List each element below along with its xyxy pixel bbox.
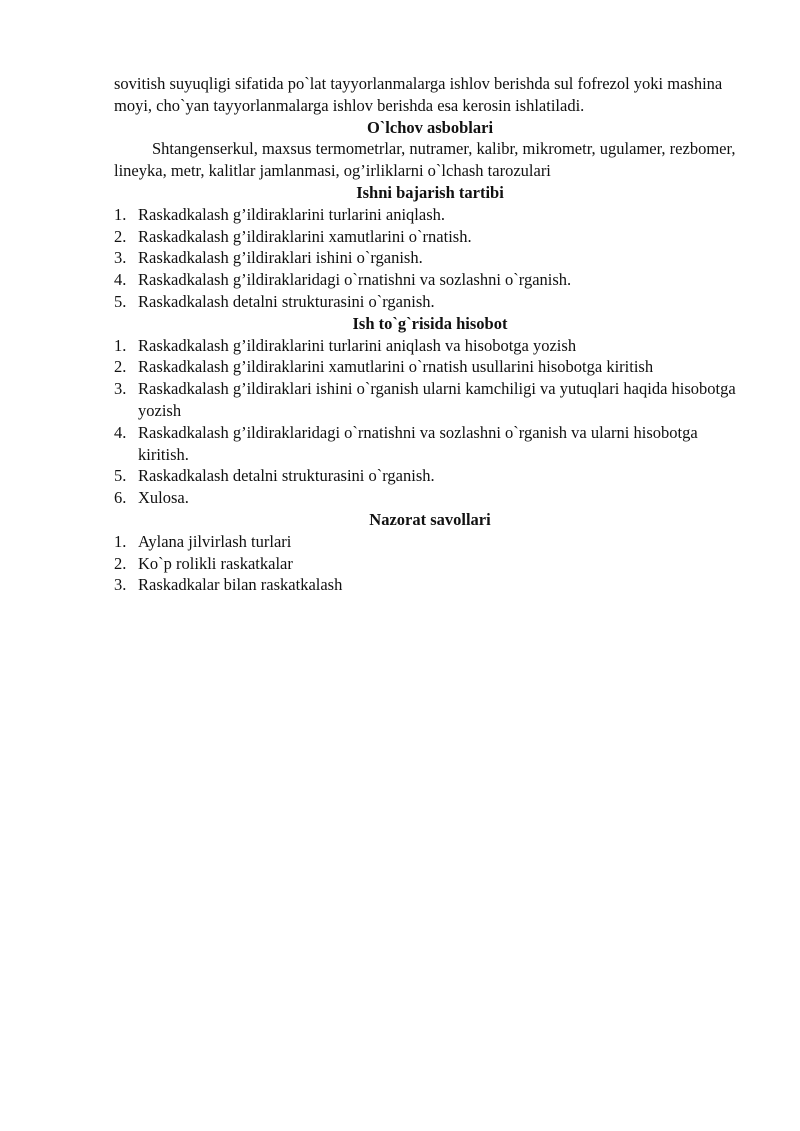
list-number: 3.	[114, 379, 127, 399]
control-questions-heading: Nazorat savollari	[369, 509, 491, 529]
list-item-text: Raskadkalash g’ildiraklarini xamutlarini o`rnatish usullarini hisobotga kiritish	[138, 357, 654, 377]
list-item-text: Raskadkalash g’ildiraklari ishini o`rganish.	[138, 248, 423, 268]
list-item-text: Raskadkalash g’ildiraklaridagi o`rnatishni va sozlashni o`rganish.	[138, 270, 572, 290]
procedure-list-item	[114, 247, 746, 269]
control-questions-list	[114, 531, 746, 596]
control-question-item	[114, 531, 746, 553]
list-number: 1.	[114, 531, 127, 551]
procedure-heading: Ishni bajarish tartibi	[356, 182, 504, 202]
procedure-list-item	[114, 291, 746, 313]
instruments-heading: O`lchov asboblari	[366, 117, 494, 137]
list-number: 1.	[114, 335, 127, 355]
list-number: 5.	[114, 291, 127, 311]
list-number: 4.	[114, 422, 127, 442]
list-item-text: Xulosa.	[138, 488, 189, 508]
procedure-list-item	[114, 226, 746, 248]
control-question-item	[114, 574, 746, 596]
report-list-item	[114, 356, 746, 378]
list-number: 2.	[114, 357, 127, 377]
procedure-list	[114, 204, 746, 313]
list-item-text: Raskadkalar bilan raskatkalash	[138, 575, 343, 595]
list-number: 5.	[114, 466, 127, 486]
procedure-list-item	[114, 269, 746, 291]
report-list-item	[114, 378, 746, 422]
list-number: 6.	[114, 488, 127, 508]
list-item-text: Ko`p rolikli raskatkalar	[138, 553, 293, 573]
instruments-paragraph: Shtangenserkul, maxsus termometrlar, nutramer, kalibr, mikrometr, ugulamer, rezbomer, lineyka, metr, kalitlar jamlanmasi, og’irliklarni o`lchash tarozulari	[114, 139, 736, 181]
list-item-text: Raskadkalash g’ildiraklarini xamutlarini o`rnatish.	[138, 226, 472, 246]
list-number: 4.	[114, 270, 127, 290]
list-number: 2.	[114, 553, 127, 573]
control-question-item	[114, 553, 746, 575]
list-item-text: Raskadkalash detalni strukturasini o`rganish.	[138, 466, 435, 486]
report-list-item	[114, 335, 746, 357]
list-item-text: Raskadkalash detalni strukturasini o`rganish.	[138, 291, 435, 311]
document-page	[114, 73, 746, 596]
list-item-text: Raskadkalash g’ildiraklaridagi o`rnatishni va sozlashni o`rganish va ularni hisobotga kiritish.	[138, 422, 698, 464]
report-list-item	[114, 422, 746, 466]
report-heading: Ish to`g`risida hisobot	[352, 313, 508, 333]
list-item-text: Raskadkalash g’ildiraklari ishini o`rganish ularni kamchiligi va yutuqlari haqida hisobotga yozish	[138, 379, 736, 420]
report-list-item	[114, 487, 746, 509]
intro-paragraph: sovitish suyuqligi sifatida po`lat tayyorlanmalarga ishlov berishda sul fofrezol yoki mashina moyi, cho`yan tayyorlanmalarga ishlov berishda esa kerosin ishlatiladi.	[114, 74, 723, 115]
list-item-text: Aylana jilvirlash turlari	[138, 531, 292, 551]
list-item-text: Raskadkalash g’ildiraklarini turlarini aniqlash.	[138, 204, 445, 224]
list-item-text: Raskadkalash g’ildiraklarini turlarini aniqlash va hisobotga yozish	[138, 335, 577, 355]
procedure-list-item	[114, 204, 746, 226]
report-list-item	[114, 465, 746, 487]
list-number: 1.	[114, 204, 127, 224]
list-number: 2.	[114, 226, 127, 246]
report-list	[114, 335, 746, 509]
list-number: 3.	[114, 575, 127, 595]
list-number: 3.	[114, 248, 127, 268]
